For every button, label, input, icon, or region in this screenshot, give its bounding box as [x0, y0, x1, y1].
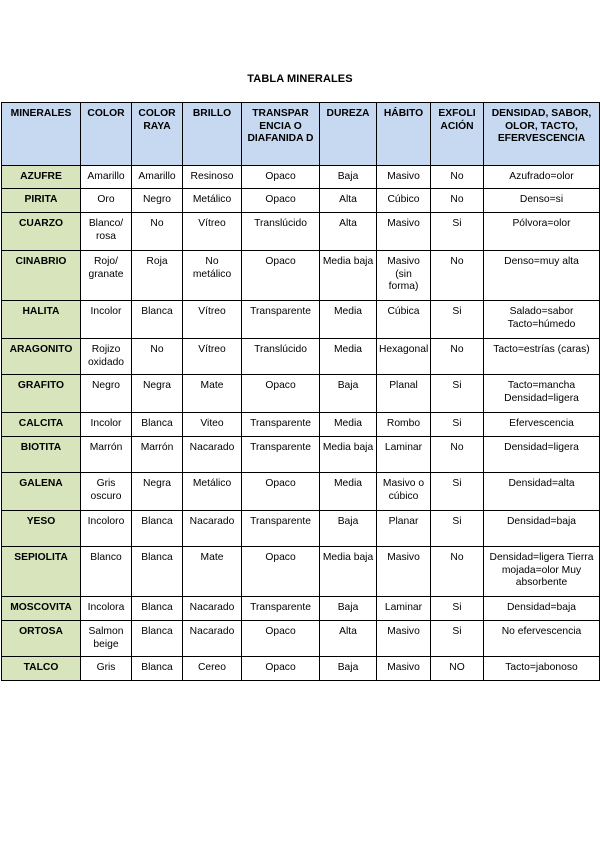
table-row: [2, 657, 600, 681]
cell-mineral-name: CALCITA: [2, 413, 81, 437]
cell-color: Blanco/ rosa: [81, 213, 132, 251]
cell-dureza: Media baja: [320, 547, 377, 597]
cell-brillo: Mate: [183, 375, 242, 413]
cell-transparencia: Transparente: [242, 413, 320, 437]
header-transparencia: TRANSPAR ENCIA O DIAFANIDA D: [242, 103, 320, 166]
minerals-table: [1, 102, 600, 681]
table-row: [2, 301, 600, 339]
cell-dureza: Media baja: [320, 251, 377, 301]
cell-propiedades: Efervescencia: [484, 413, 600, 437]
cell-mineral-name: MOSCOVITA: [2, 597, 81, 621]
cell-brillo: Nacarado: [183, 511, 242, 547]
cell-color-raya: Negra: [132, 375, 183, 413]
cell-exfoliacion: Si: [431, 511, 484, 547]
cell-dureza: Baja: [320, 166, 377, 189]
cell-brillo: Vítreo: [183, 339, 242, 375]
cell-brillo: Viteo: [183, 413, 242, 437]
cell-habito: Masivo: [377, 213, 431, 251]
cell-exfoliacion: Si: [431, 213, 484, 251]
cell-brillo: Cereo: [183, 657, 242, 681]
cell-propiedades: Pólvora=olor: [484, 213, 600, 251]
cell-mineral-name: CINABRIO: [2, 251, 81, 301]
cell-transparencia: Opaco: [242, 375, 320, 413]
cell-exfoliacion: No: [431, 189, 484, 213]
cell-exfoliacion: Si: [431, 621, 484, 657]
table-row: [2, 189, 600, 213]
cell-exfoliacion: Si: [431, 597, 484, 621]
cell-transparencia: Opaco: [242, 166, 320, 189]
cell-propiedades: Salado=sabor Tacto=húmedo: [484, 301, 600, 339]
cell-habito: Planal: [377, 375, 431, 413]
cell-brillo: Vítreo: [183, 301, 242, 339]
cell-habito: Masivo (sin forma): [377, 251, 431, 301]
cell-mineral-name: ORTOSA: [2, 621, 81, 657]
cell-transparencia: Transparente: [242, 511, 320, 547]
cell-color-raya: No: [132, 339, 183, 375]
cell-dureza: Media: [320, 473, 377, 511]
cell-dureza: Alta: [320, 189, 377, 213]
cell-habito: Masivo: [377, 166, 431, 189]
cell-habito: Laminar: [377, 597, 431, 621]
table-row: [2, 473, 600, 511]
cell-brillo: Nacarado: [183, 597, 242, 621]
table-row: [2, 621, 600, 657]
cell-mineral-name: SEPIOLITA: [2, 547, 81, 597]
cell-color-raya: Blanca: [132, 301, 183, 339]
cell-color: Gris: [81, 657, 132, 681]
cell-mineral-name: BIOTITA: [2, 437, 81, 473]
document-title: TABLA MINERALES: [247, 73, 353, 85]
cell-brillo: Metálico: [183, 189, 242, 213]
cell-exfoliacion: Si: [431, 301, 484, 339]
table-row: [2, 251, 600, 301]
cell-mineral-name: HALITA: [2, 301, 81, 339]
cell-mineral-name: ARAGONITO: [2, 339, 81, 375]
cell-exfoliacion: NO: [431, 657, 484, 681]
cell-habito: Rombo: [377, 413, 431, 437]
cell-propiedades: Densidad=baja: [484, 511, 600, 547]
cell-exfoliacion: Si: [431, 413, 484, 437]
cell-propiedades: Densidad=alta: [484, 473, 600, 511]
cell-transparencia: Translúcido: [242, 213, 320, 251]
cell-transparencia: Opaco: [242, 547, 320, 597]
table-row: [2, 413, 600, 437]
cell-propiedades: Denso=muy alta: [484, 251, 600, 301]
cell-mineral-name: AZUFRE: [2, 166, 81, 189]
table-row: [2, 166, 600, 189]
cell-color: Incolor: [81, 301, 132, 339]
header-color-raya: COLOR RAYA: [132, 103, 183, 166]
cell-habito: Masivo: [377, 657, 431, 681]
cell-dureza: Media: [320, 301, 377, 339]
cell-color: Incolora: [81, 597, 132, 621]
cell-dureza: Baja: [320, 597, 377, 621]
header-brillo: BRILLO: [183, 103, 242, 166]
cell-color: Gris oscuro: [81, 473, 132, 511]
table-row: [2, 437, 600, 473]
header-dureza: DUREZA: [320, 103, 377, 166]
cell-color-raya: Blanca: [132, 413, 183, 437]
cell-color-raya: Blanca: [132, 657, 183, 681]
cell-transparencia: Transparente: [242, 437, 320, 473]
cell-mineral-name: CUARZO: [2, 213, 81, 251]
cell-propiedades: Densidad=baja: [484, 597, 600, 621]
cell-color: Salmon beige: [81, 621, 132, 657]
cell-dureza: Baja: [320, 375, 377, 413]
cell-exfoliacion: No: [431, 339, 484, 375]
cell-dureza: Media: [320, 413, 377, 437]
cell-color: Blanco: [81, 547, 132, 597]
cell-color: Rojizo oxidado: [81, 339, 132, 375]
cell-transparencia: Opaco: [242, 621, 320, 657]
table-body: [2, 166, 600, 681]
cell-dureza: Alta: [320, 213, 377, 251]
cell-mineral-name: TALCO: [2, 657, 81, 681]
cell-color-raya: Negro: [132, 189, 183, 213]
cell-dureza: Alta: [320, 621, 377, 657]
cell-dureza: Media baja: [320, 437, 377, 473]
cell-color-raya: No: [132, 213, 183, 251]
cell-propiedades: No efervescencia: [484, 621, 600, 657]
cell-exfoliacion: Si: [431, 473, 484, 511]
table-row: [2, 375, 600, 413]
cell-propiedades: Tacto=estrías (caras): [484, 339, 600, 375]
cell-color: Incoloro: [81, 511, 132, 547]
cell-brillo: Vítreo: [183, 213, 242, 251]
cell-color: Amarillo: [81, 166, 132, 189]
cell-color-raya: Blanca: [132, 621, 183, 657]
cell-brillo: No metálico: [183, 251, 242, 301]
cell-propiedades: Tacto=jabonoso: [484, 657, 600, 681]
cell-propiedades: Densidad=ligera: [484, 437, 600, 473]
cell-transparencia: Opaco: [242, 657, 320, 681]
cell-habito: Masivo o cúbico: [377, 473, 431, 511]
cell-exfoliacion: Si: [431, 375, 484, 413]
cell-color-raya: Amarillo: [132, 166, 183, 189]
cell-brillo: Nacarado: [183, 621, 242, 657]
cell-color-raya: Blanca: [132, 547, 183, 597]
cell-mineral-name: YESO: [2, 511, 81, 547]
cell-exfoliacion: No: [431, 251, 484, 301]
cell-dureza: Baja: [320, 511, 377, 547]
cell-propiedades: Denso=si: [484, 189, 600, 213]
cell-propiedades: Azufrado=olor: [484, 166, 600, 189]
cell-habito: Hexagonal: [377, 339, 431, 375]
cell-brillo: Nacarado: [183, 437, 242, 473]
cell-exfoliacion: No: [431, 547, 484, 597]
cell-dureza: Baja: [320, 657, 377, 681]
cell-brillo: Mate: [183, 547, 242, 597]
cell-transparencia: Opaco: [242, 189, 320, 213]
table-row: [2, 547, 600, 597]
cell-propiedades: Densidad=ligera Tierra mojada=olor Muy absorbente: [484, 547, 600, 597]
cell-color: Marrón: [81, 437, 132, 473]
table-row: [2, 511, 600, 547]
cell-propiedades: Tacto=mancha Densidad=ligera: [484, 375, 600, 413]
header-habito: HÁBITO: [377, 103, 431, 166]
cell-color-raya: Roja: [132, 251, 183, 301]
header-minerales: MINERALES: [2, 103, 81, 166]
cell-transparencia: Transparente: [242, 597, 320, 621]
cell-color: Negro: [81, 375, 132, 413]
cell-habito: Masivo: [377, 621, 431, 657]
cell-transparencia: Translúcido: [242, 339, 320, 375]
cell-mineral-name: GALENA: [2, 473, 81, 511]
table-row: [2, 597, 600, 621]
cell-color: Rojo/ granate: [81, 251, 132, 301]
cell-habito: Planar: [377, 511, 431, 547]
cell-color: Incolor: [81, 413, 132, 437]
cell-exfoliacion: No: [431, 166, 484, 189]
cell-transparencia: Opaco: [242, 473, 320, 511]
cell-color: Oro: [81, 189, 132, 213]
cell-habito: Laminar: [377, 437, 431, 473]
header-exfoliacion: EXFOLI ACIÓN: [431, 103, 484, 166]
cell-mineral-name: PIRITA: [2, 189, 81, 213]
cell-mineral-name: GRAFITO: [2, 375, 81, 413]
table-row: [2, 213, 600, 251]
cell-habito: Cúbica: [377, 301, 431, 339]
cell-exfoliacion: No: [431, 437, 484, 473]
cell-brillo: Resinoso: [183, 166, 242, 189]
cell-brillo: Metálico: [183, 473, 242, 511]
cell-color-raya: Blanca: [132, 511, 183, 547]
header-propiedades: DENSIDAD, SABOR, OLOR, TACTO, EFERVESCENCIA: [484, 103, 600, 166]
header-color: COLOR: [81, 103, 132, 166]
cell-habito: Cúbico: [377, 189, 431, 213]
cell-transparencia: Transparente: [242, 301, 320, 339]
cell-color-raya: Negra: [132, 473, 183, 511]
cell-transparencia: Opaco: [242, 251, 320, 301]
cell-color-raya: Blanca: [132, 597, 183, 621]
header-row: [2, 103, 600, 166]
table-row: [2, 339, 600, 375]
cell-habito: Masivo: [377, 547, 431, 597]
cell-dureza: Media: [320, 339, 377, 375]
cell-color-raya: Marrón: [132, 437, 183, 473]
